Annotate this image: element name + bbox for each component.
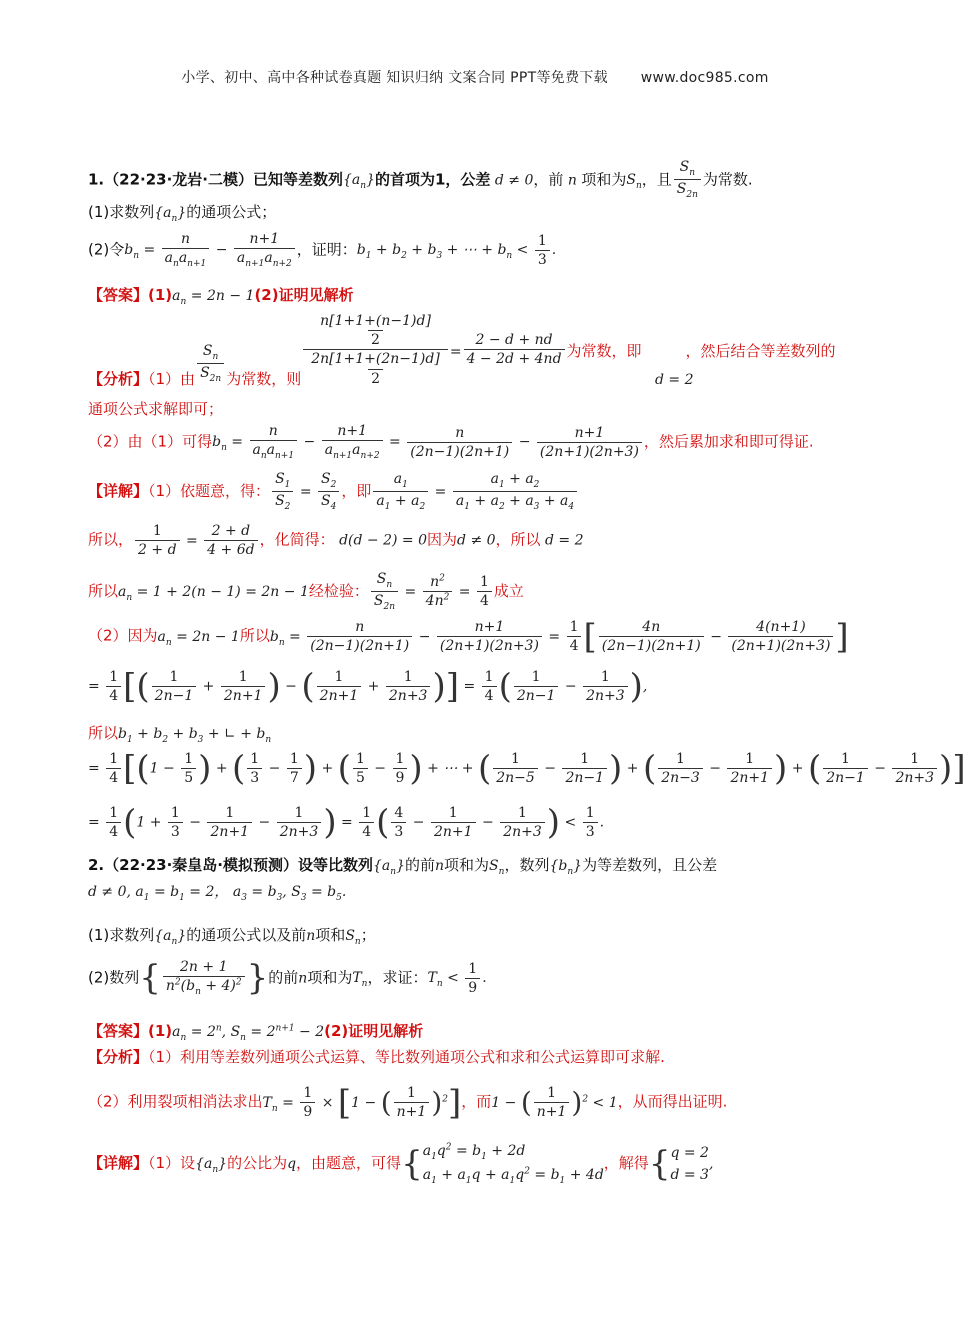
q1-detail-1: 【详解】（1）依题意，得： $\frac{S_1}{S_2}$ = $\frac{S_2}{S_4}$ ，即 $\frac{a_1}{a_1 + a_2}$ = $\frac{a_1 + a_2}{a_1 + a_2 + a_3 + a_4}$: [88, 470, 579, 514]
page-header: [0, 67, 950, 87]
q2-analysis-2: （2）利用裂项相消法求出$T_n$ = $\frac{1}{9}$ × [1 − ( $\frac{1}{n+1}$ )$^2$]，而1 − ( $\frac{1}{n+1}$ )$^2$ < 1，从而得出证明.: [88, 1082, 728, 1123]
header-url[interactable]: www.doc985.com: [640, 70, 769, 86]
q1-part1: (1)求数列$\{a_n\}$的通项公式；: [88, 203, 277, 224]
q1-detail-2: 所以， $\frac{1}{2 + d}$ = $\frac{2 + d}{4 + 6d}$ ，化简得： d(d − 2) = 0因为d ≠ 0，所以 d = 2: [88, 523, 584, 559]
q1-detail-5: = $\frac{1}{4}$ [( $\frac{1}{2n-1}$ + $\frac{1}{2n+1}$ ) − ( $\frac{1}{2n+1}$ + $\frac{1}{2n+3}$ )] = $\frac{1}{4}$ ( $\frac{1}{2n-1}$ − $\frac{1}{2n+3}$ ),: [88, 666, 648, 707]
q1-detail-7: = $\frac{1}{4}$ [(1 − $\frac{1}{5}$ ) + ( $\frac{1}{3}$ − $\frac{1}{7}$ ) + ( $\frac{1}{5}$ − $\frac{1}{9}$ ) + ⋯ + ( $\frac{1}{2n-5}$ − $\frac{1}{2n-1}$ ) + ( $\frac{1}{2n-3}$ − $\frac{1}{2n+1}$ ) + ( $\frac{1}{2n-1}$ − $\frac{1}{2n+3}$ )]: [88, 748, 966, 789]
q1-detail-6: 所以$b_1 + b_2 + b_3$ + ∟ + $b_n$: [88, 724, 272, 745]
q2-answer: 【答案】$(1)a_n = 2^n$, $S_n = 2^{n+1} - 2(2)$证明见解析: [88, 1022, 424, 1043]
q1-analysis-1: 【分析】（1）由 $\frac{S_n}{S_{2n}}$ 为常数，则 $\frac{\frac{n[1+1+(n-1)d]}{2}}{\frac{2n[1+1+(2n-1)d]}{2}}$ = $\frac{2 - d + nd}{4 - 2d + 4nd}$ 为常数，即 ，然后结合等差数列的: [88, 313, 836, 389]
q1-analysis-d2: d = 2: [655, 372, 694, 388]
q1-part2: (2)令$b_n$ = $\frac{n}{a_na_{n+1}}$ − $\frac{n+1}{a_{n+1}a_{n+2}}$ ，证明：$b_1 + b_2 + b_3$ + ⋯ + $b_n$ < $\frac{1}{3}$ .: [88, 231, 557, 269]
q1-analysis-1e: 通项公式求解即可；: [88, 400, 224, 418]
q2-part2: (2)数列{ $\frac{2n + 1}{n^2(b_n + 4)^2}$ }的前n项和为$T_n$，求证：$T_n$ < $\frac{1}{9}$ .: [88, 958, 487, 999]
header-text: 小学、初中、高中各种试卷真题 知识归纳 文案合同 PPT等免费下载: [181, 70, 608, 86]
q2-stem: 2.（22·23·秦皇岛·模拟预测）设等比数列$\{a_n\}$的前n项和为$S_n$，数列$\{b_n\}$为等差数列，且公差: [88, 856, 718, 877]
q1-detail-4: （2）因为$a_n = 2n - 1$所以$b_n$ = $\frac{n}{(2n-1)(2n+1)}$ − $\frac{n+1}{(2n+1)(2n+3)}$ = $\frac{1}{4}$ [ $\frac{4n}{(2n-1)(2n+1)}$ − $\frac{4(n+1)}{(2n+1)(2n+3)}$ ]: [88, 616, 849, 657]
q2-stem-cond: d ≠ 0, $a_1 = b_1 = 2$， $a_3 = b_3$, $S_3 = b_5$.: [88, 884, 347, 903]
q2-part1: (1)求数列$\{a_n\}$的通项公式以及前n项和$S_n$；: [88, 926, 376, 947]
q1-detail-3: 所以$a_n = 1 + 2(n - 1) = 2n - 1$经检验： $\frac{S_n}{S_{2n}}$ = $\frac{n^2}{4n^2}$ = $\frac{1}{4}$ 成立: [88, 571, 524, 613]
q2-detail-1: 【详解】（1）设$\{a_n\}$的公比为q，由题意，可得{ $a_1q^2 = b_1 + 2d$ $a_1 + a_1q + a_1q^2 = b_1 + 4d$ ，解得{ q = 2 d = 3 ,: [88, 1142, 714, 1186]
q1-stem: 1.（22·23·龙岩·二模）已知等差数列$\{a_n\}$的首项为1，公差 d ≠ 0，前 n 项和为$S_n$，且 $\frac{S_n}{S_{2n}}$ 为常数.: [88, 159, 753, 201]
q2-analysis-1: 【分析】（1）利用等差数列通项公式运算、等比数列通项公式和求和公式运算即可求解.: [88, 1048, 665, 1066]
q1-detail-8: = $\frac{1}{4}$ (1 + $\frac{1}{3}$ − $\frac{1}{2n+1}$ − $\frac{1}{2n+3}$ ) = $\frac{1}{4}$ ( $\frac{4}{3}$ − $\frac{1}{2n+1}$ − $\frac{1}{2n+3}$ ) < $\frac{1}{3}$ .: [88, 802, 605, 843]
q1-analysis-2: （2）由（1）可得$b_n$ = $\frac{n}{a_na_{n+1}}$ − $\frac{n+1}{a_{n+1}a_{n+2}}$ = $\frac{n}{(2n-1)(2n+1)}$ − $\frac{n+1}{(2n+1)(2n+3)}$ ，然后累加求和即可得证.: [88, 423, 814, 461]
q1-answer: 【答案】$(1)a_n = 2n - 1(2)$证明见解析: [88, 286, 354, 307]
